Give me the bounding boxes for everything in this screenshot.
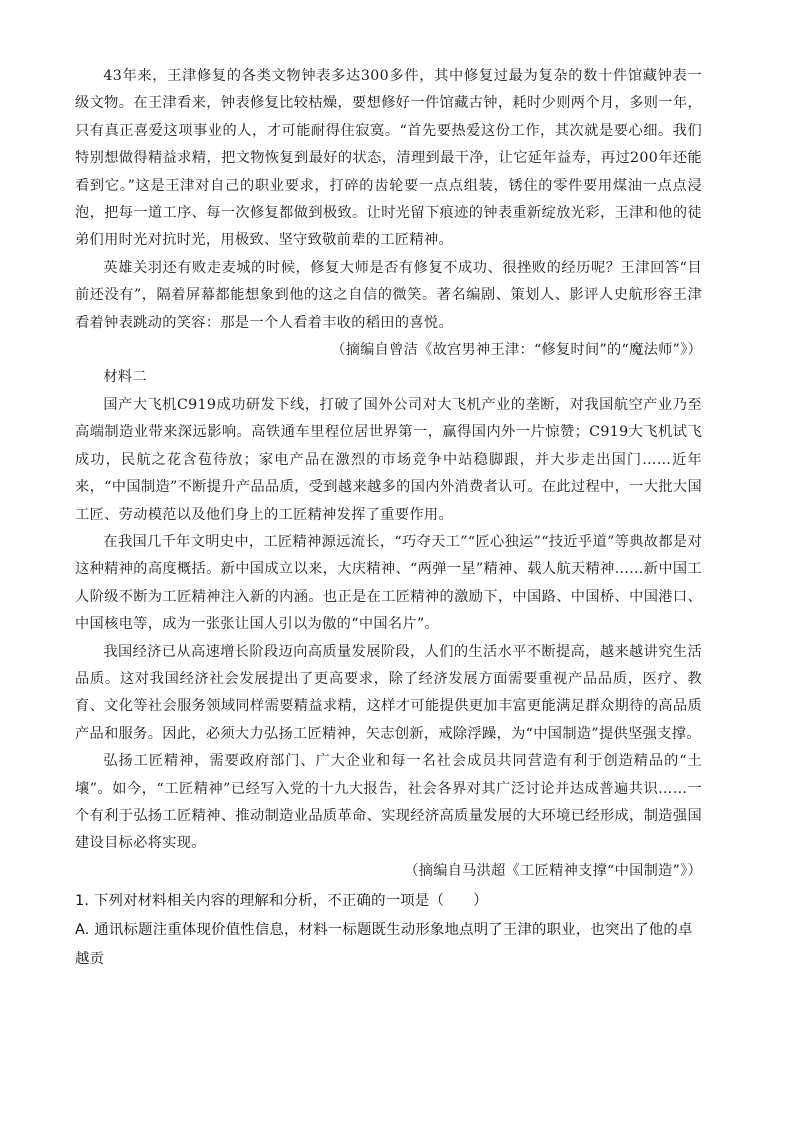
paragraph: 英雄关羽还有败走麦城的时候，修复大师是否有修复不成功、很挫败的经历呢？王津回答“目前还没有”，隔着屏幕都能想象到他的这之自信的微笑。著名编剧、策划人、影评人史航形容王津看着钟表跳动的笑容：那是一个人看着丰收的稻田的喜悦。 (75, 259, 702, 331)
question-stem: 1. 下列对材料相关内容的理解和分析，不正确的一项是（ ） (75, 893, 488, 910)
material-one (75, 63, 702, 364)
option-a: A. 通讯标题注重体现价值性信息，材料一标题既生动形象地点明了王津的职业，也突出了他的卓越贡 (75, 922, 693, 968)
section-heading: 材料二 (103, 369, 148, 386)
paragraph: 我国经济已从高速增长阶段迈向高质量发展阶段，人们的生活水平不断提高，越来越讲究生活品质。这对我国经济社会发展提出了更高要求，除了经济发展方面需要重视产品品质，医疗、教育、文化等社会服务领域同样需要精益求精，这样才可能提供更加丰富更能满足群众期待的高品质产品和服务。因此，必须大力弘扬工匠精神，矢志创新，戒除浮躁，为“中国制造”提供坚强支撑。 (75, 643, 702, 742)
source-citation: （摘编自马洪超《工匠精神支撑“中国制造”》） (404, 862, 702, 879)
question-block (75, 887, 702, 974)
paragraph: 43年来，王津修复的各类文物钟表多达300多件，其中修复过最为复杂的数十件馆藏钟表一级文物。在王津看来，钟表修复比较枯燥，要想修好一件馆藏古钟，耗时少则两个月，多则一年，只有真正喜爱这项事业的人，才可能耐得住寂寞。“首先要热爱这份工作，其次就是要心细。我们特别想做得精益求精，把文物恢复到最好的状态，清理到最干净，让它延年益寿，再过200年还能看到它。”这是王津对自己的职业要求，打碎的齿轮要一点点组装，锈住的零件要用煤油一点点浸泡，把每一道工序、每一次修复都做到极致。让时光留下痕迹的钟表重新绽放光彩，王津和他的徒弟们用时光对抗时光，用极致、坚守致敬前辈的工匠精神。 (75, 68, 702, 249)
paragraph: 弘扬工匠精神，需要政府部门、广大企业和每一名社会成员共同营造有利于创造精品的“土壤”。如今，“工匠精神”已经写入党的十九大报告，社会各界对其广泛讨论并达成普遍共识……一个有利于弘扬工匠精神、推动制造业品质革命、实现经济高质量发展的大环境已经形成，制造强国建设目标必将实现。 (75, 753, 702, 852)
paragraph: 在我国几千年文明史中，工匠精神源远流长，“巧夺天工”“匠心独运”“技近乎道”等典故都是对这种精神的高度概括。新中国成立以来，大庆精神、“两弹一星”精神、载人航天精神……新中国工人阶级不断为工匠精神注入新的内涵。也正是在工匠精神的激励下，中国路、中国桥、中国港口、中国核电等，成为一张张让国人引以为傲的“中国名片”。 (75, 533, 702, 633)
source-citation: （摘编自曾洁《故宫男神王津：“修复时间”的“魔法师”》） (331, 342, 702, 359)
paragraph: 国产大飞机C919成功研发下线，打破了国外公司对大飞机产业的垄断，对我国航空产业乃至高端制造业带来深远影响。高铁通车里程位居世界第一，赢得国内外一片惊赞；C919大飞机试飞成功，民航之花含苞待放；家电产品在激烈的市场竞争中站稳脚跟，并大步走出国门……近年来，“中国制造”不断提升产品品质，受到越来越多的国内外消费者认可。在此过程中，一大批大国工匠、劳动模范以及他们身上的工匠精神发挥了重要作用。 (75, 396, 702, 523)
material-two (75, 364, 702, 885)
